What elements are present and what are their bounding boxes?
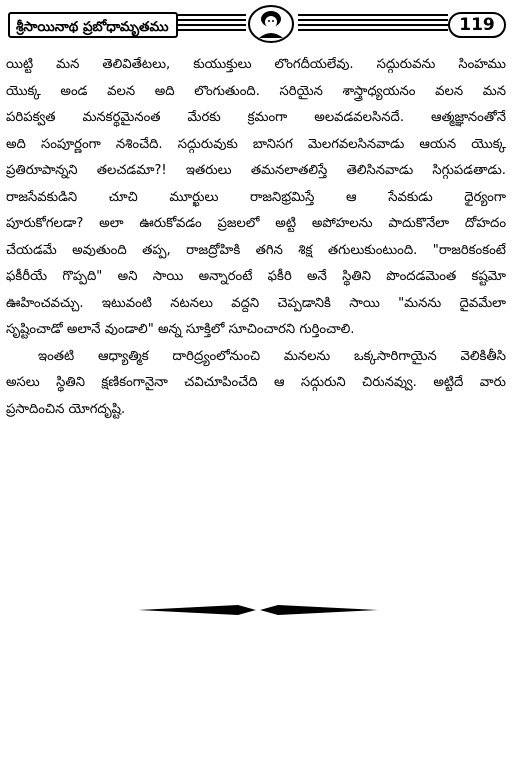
page-header bbox=[8, 10, 508, 44]
text-line: సృష్టించాడో అలానే వుండాలి" అన్న సూక్తిలో సూచించారని గుర్తించాలి. bbox=[6, 322, 355, 337]
page-number-badge bbox=[448, 12, 506, 38]
text-line: ఇంతటి ఆధ్యాత్మిక దారిద్ర్యంలోనుంచి మనలను ఒక్కసారిగాయైన వెలికితీసి bbox=[38, 348, 506, 364]
header-rule-left bbox=[178, 14, 246, 36]
text-line: రాజసేవకుడిని చూచి మూర్ఖులు రాజనిభ్రమిస్తే ఆ సేవకుడు ధైర్యంగా bbox=[6, 189, 506, 205]
book-title-box bbox=[8, 12, 178, 38]
text-line: ప్రసాదించిన యోగదృష్టి. bbox=[6, 401, 126, 417]
page-body bbox=[6, 52, 506, 423]
double-spike-divider-icon bbox=[138, 598, 378, 622]
paragraph-2 bbox=[6, 344, 506, 424]
header-rule-right bbox=[298, 14, 448, 36]
text-line: ఊహించవచ్చు. ఇటువంటి నటనలు వద్దని చెప్పడానికి సాయి "మనను దైవమేలా bbox=[6, 295, 506, 311]
text-line: పూరుకోగలడా? అలా ఊరుకోవడం ప్రజలలో అట్టి అపోహలను పాదుకొనేలా దోహదం bbox=[6, 216, 506, 231]
text-line: ఫకీరీయే గొప్పది" అని సాయి అన్నారంటే ఫకీరి అనే స్థితిని పొందడమెంత కష్టమో bbox=[6, 269, 506, 284]
text-line: అసలు స్థితిని క్షణికంగానైనా చవిచూపించేది ఆ సద్గురుని చిరునవ్వు. అట్టిదే వారు bbox=[6, 375, 506, 390]
text-line: అది సంపూర్ణంగా నశించేది. సద్గురువుకు బానిసగ మెలగవలసినవాడు ఆయన యొక్క bbox=[6, 136, 506, 152]
text-line: యొక్క అండ వలన అది లొంగుతుంది. సరియైన శాస్త్రాధ్యయనం వలన మన bbox=[6, 83, 506, 99]
sai-portrait-emblem-icon bbox=[246, 4, 296, 44]
page-number: 119 bbox=[459, 15, 495, 35]
text-line: చేయడమే అవుతుంది తప్ప, రాజద్రోహికి తగిన శిక్ష తగులుకుంటుంది. "రాజరికంకంటే bbox=[6, 242, 506, 258]
text-line: యిట్టి మన తెలివితేటలు, కుయుక్తులు లొంగదీయలేవు. సద్గురువను సింహము bbox=[6, 57, 506, 72]
paragraph-1 bbox=[6, 52, 506, 344]
text-line: పరిపక్వత మనకర్థమైనంత మేరకు క్రమంగా అలవడవలసినదే. ఆత్మజ్ఞానంతోనే bbox=[6, 110, 506, 125]
book-title: శ్రీసాయినాథ ప్రబోధామృతము bbox=[16, 19, 169, 35]
text-line: ప్రతిరూపాన్నని తలచడమా?! ఇతరులు తమనలాతలిస్తే తెలిసినవాడు సిగ్గుపడతాడు. bbox=[6, 163, 506, 178]
